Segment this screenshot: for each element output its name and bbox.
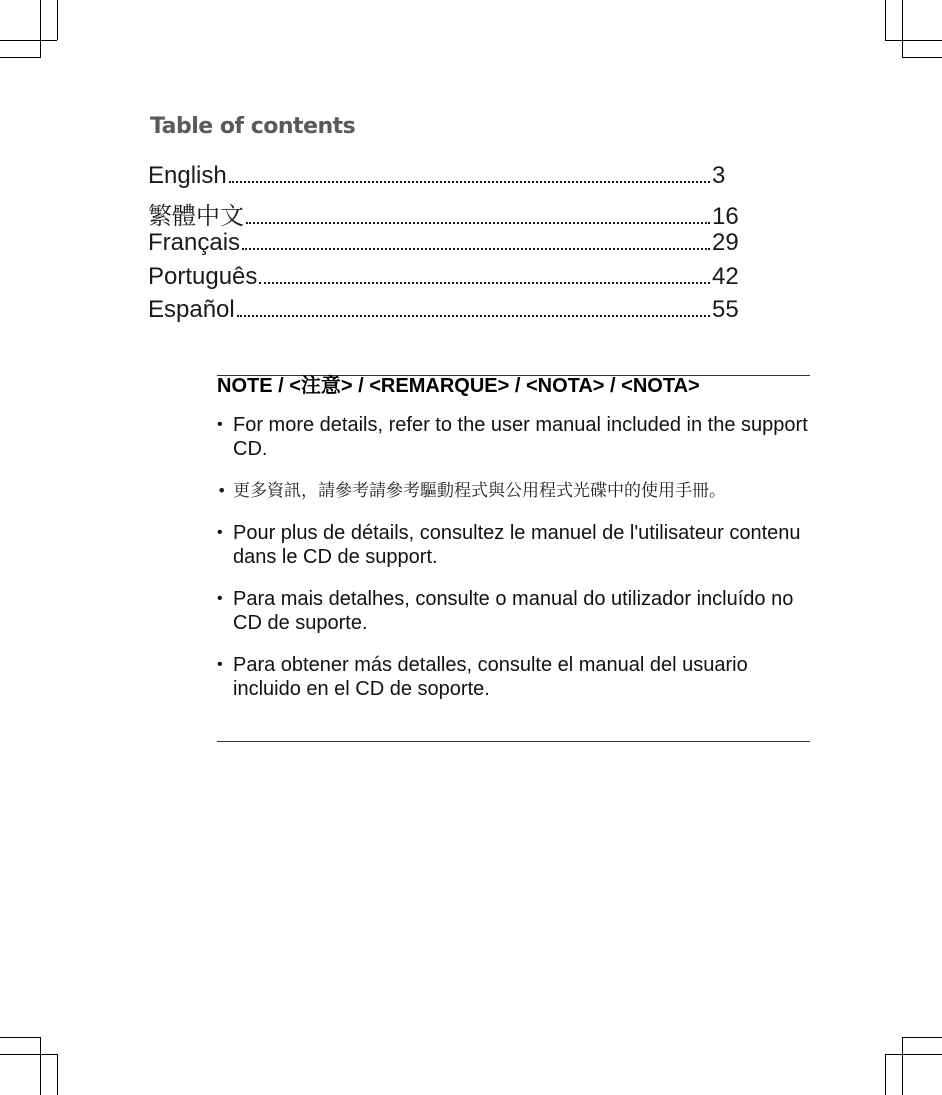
crop-mark-top-left-vertical — [40, 0, 41, 58]
toc-entry-page: 3 — [712, 162, 726, 189]
crop-mark-top-right-horizontal — [885, 40, 942, 41]
bullet-dot-icon: • — [217, 524, 223, 541]
note-bullet-list — [217, 413, 810, 701]
bullet-dot-icon: • — [217, 416, 223, 433]
toc-entry-portuguese[interactable] — [148, 263, 742, 297]
note-bullet-spanish — [217, 653, 810, 701]
crop-mark-top-right-vertical — [885, 0, 886, 40]
crop-mark-bottom-right-horizontal — [902, 1037, 942, 1038]
toc-entry-spanish[interactable] — [148, 296, 742, 330]
toc-entry-page: 29 — [712, 229, 739, 256]
toc-entry-traditional-chinese[interactable] — [148, 196, 742, 230]
bullet-dot-icon: • — [217, 481, 227, 500]
crop-mark-bottom-left-vertical-2 — [57, 1054, 58, 1095]
toc-leader-dots — [242, 248, 710, 250]
table-of-contents — [148, 162, 742, 330]
bullet-dot-icon: • — [217, 656, 223, 673]
note-bullet-english — [217, 413, 810, 461]
note-title: NOTE / <注意> / <REMARQUE> / <NOTA> / <NOTA> — [217, 375, 700, 397]
note-bullet-text: Pour plus de détails, consultez le manuel de l'utilisateur contenu dans le CD de support. — [233, 522, 801, 568]
note-bullet-text: 更多資訊，請參考請參考驅動程式與公用程式光碟中的使用手冊。 — [233, 481, 726, 501]
toc-entry-label: 繁體中文 — [148, 201, 244, 230]
toc-leader-dots — [259, 282, 710, 284]
note-bullet-chinese — [217, 479, 810, 503]
crop-mark-top-left-vertical-2 — [57, 0, 58, 40]
bullet-dot-icon: • — [217, 590, 223, 607]
crop-mark-top-right-horizontal-2 — [902, 57, 942, 58]
toc-entry-page: 16 — [712, 202, 739, 230]
crop-mark-top-right-vertical-2 — [902, 0, 903, 58]
toc-leader-dots — [237, 315, 710, 317]
toc-leader-dots — [246, 222, 710, 224]
toc-entry-page: 55 — [712, 296, 739, 323]
crop-mark-bottom-left-horizontal — [0, 1037, 40, 1038]
toc-title: Table of contents — [150, 114, 356, 139]
toc-entry-english[interactable] — [148, 162, 742, 196]
crop-mark-top-left-horizontal-2 — [0, 57, 40, 58]
note-bullet-text: Para obtener más detalles, consulte el manual del usuario incluido en el CD de soporte. — [233, 654, 748, 700]
crop-mark-top-left-horizontal — [0, 40, 57, 41]
crop-mark-bottom-left-vertical — [40, 1037, 41, 1095]
toc-entry-label: Español — [148, 296, 235, 323]
toc-entry-label: English — [148, 162, 227, 189]
note-bullet-text: For more details, refer to the user manual included in the support CD. — [233, 414, 808, 460]
toc-entry-label: Français — [148, 229, 241, 256]
toc-entry-label: Português — [148, 262, 258, 290]
crop-mark-bottom-left-horizontal-2 — [0, 1054, 57, 1055]
crop-mark-bottom-right-vertical-2 — [902, 1037, 903, 1095]
crop-mark-bottom-right-vertical — [885, 1054, 886, 1095]
toc-entry-page: 42 — [712, 262, 739, 290]
note-bullet-text: Para mais detalhes, consulte o manual do utilizador incluído no CD de suporte. — [233, 588, 794, 634]
crop-mark-bottom-right-horizontal-2 — [885, 1054, 942, 1055]
toc-leader-dots — [229, 181, 710, 183]
toc-entry-french[interactable] — [148, 229, 742, 263]
note-box — [217, 375, 810, 742]
note-bullet-portuguese — [217, 587, 810, 635]
note-bullet-french — [217, 521, 810, 569]
